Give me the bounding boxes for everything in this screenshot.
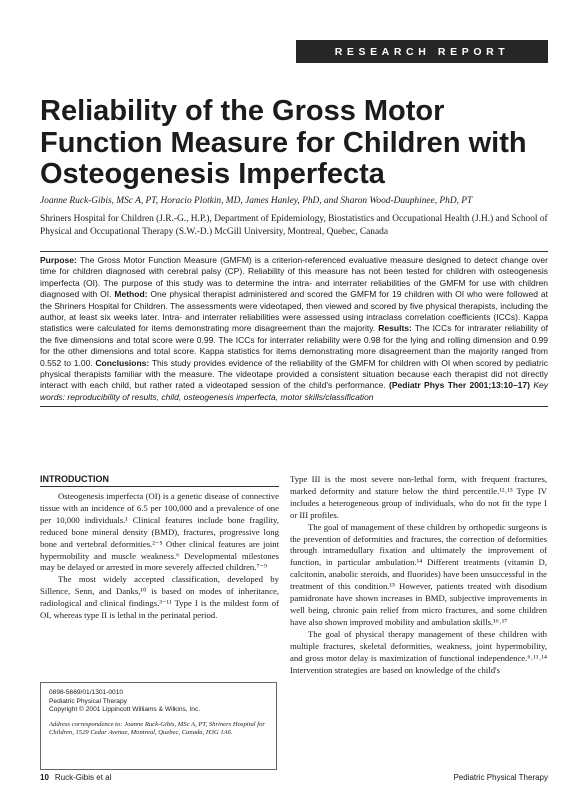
body-paragraph: The goal of management of these children by orthopedic surgeons is the prevention of deformities and fractures, the correction of deformities through intramedullary fixation and ultimately the improvement of function, in particular ambulation.¹⁴ Different treatments (vitamin D, calcitonin, anabolic steroids, and fluorides) have been unsuccessful in the treatment of this condition.¹⁵ However, patients treated with disodium pamidronate have shown increases in BMD, subjective improvements in well being, chronic pain relief from micro fractures, and some children have also shown improved mobility and ambulation skills.¹⁶˒¹⁷ <box>290 521 547 627</box>
right-column <box>290 474 547 676</box>
correspondence-text: Joanne Ruck-Gibis, MSc A, PT, Shriners Hospital for Children, 1529 Cedar Avenue, Montreal, Quebec, Canada, H3G 1A6. <box>49 720 265 737</box>
author-list: Joanne Ruck-Gibis, MSc A, PT, Horacio Plotkin, MD, James Hanley, PhD, and Sharon Wood-Dauphinee, PhD, PT <box>40 196 473 206</box>
page-number: 10 <box>40 773 49 782</box>
copyright-notice: Copyright © 2001 Lippincott Williams & Wilkins, Inc. <box>49 706 201 714</box>
body-paragraph: Osteogenesis imperfecta (OI) is a genetic disease of connective tissue with an incidence of 6.5 per 100,000 and a prevalence of one per 10,000 individuals.¹ Clinical features include bone fragility, reduced bone mineral density (BMD), fractures, progressive long bone and vertebral deformities.²⁻⁵ Other clinical features are joint hypermobility and muscle weakness.⁶ Developmental milestones may be delayed or arrested in more severely affected children.⁷⁻⁹ <box>40 491 279 573</box>
page-footer <box>40 773 548 783</box>
introduction-heading: INTRODUCTION <box>40 474 279 487</box>
abstract-conclusions: This study provides evidence of the reliability of the GMFM for children with OI when scored by pediatric physical therapists familiar with the measure. The videotape provided a consistent situation because each therapist did not directly interact with each child, but rather rated a videotaped session of the child's performance. <box>40 357 548 391</box>
affiliations: Shriners Hospital for Children (J.R.-G., H.P.), Department of Epidemiology, Biostatistics and Occupational Health (J.H.) and School of Physical and Occupational Therapy (S.W.-D.) McGill University, Montreal, Quebec, Canada <box>40 214 548 237</box>
correspondence-label: Address correspondence to: <box>49 720 123 728</box>
article-title: Reliability of the Gross Motor Function Measure for Children with Osteogenesis Imperfecta <box>40 95 527 190</box>
abstract-results: The ICCs for intrarater reliability of the five dimensions and total score were 0.99. The ICCs for interrater reliability were 0.98 for the lying and rolling dimension and 0.99 for the other dimensions and total score. Kappa statistics for items demonstrating more disagreement than the majority ranged from 0.552 to 1.00. <box>40 323 548 368</box>
body-paragraph: Type III is the most severe non-lethal form, with frequent fractures, marked deformity and stature below the third percentile.¹²˒¹³ Type IV includes a heterogeneous group of individuals, who do not fit the type I or III profiles. <box>290 474 547 520</box>
body-paragraph: The goal of physical therapy management of these children with multiple fractures, skeletal deformities, weakness, joint hypermobility, and gross motor delay is maximization of functional independence.⁶˒¹¹˒¹⁴ Intervention strategies are based on knowledge of the child's <box>290 628 547 675</box>
abstract-results-label: Results: <box>378 323 412 334</box>
left-column <box>40 474 279 622</box>
abstract <box>40 251 548 407</box>
correspondence-address <box>49 721 268 738</box>
abstract-method: One physical therapist administered and scored the GMFM for 19 children with OI who were followed at the Shriners Hospital for Children. The assessments were videotaped, then viewed and scored by five physical therapists, including the author, at least six weeks later. Intra- and interrater reliabilities were assessed using intraclass correlation coefficients (ICCs). Kappa statistics were calculated for items demonstrating more disagreement than the majority. <box>40 289 548 334</box>
abstract-citation: (Pediatr Phys Ther 2001;13:10–17) <box>389 380 530 391</box>
section-banner: RESEARCH REPORT <box>296 40 548 63</box>
abstract-keywords: Key words: reproducibility of results, child, osteogenesis imperfecta, motor skills/classification <box>40 380 548 402</box>
running-author: Ruck-Gibis et al <box>54 773 112 782</box>
body-paragraph: The most widely accepted classification, developed by Sillence, Senn, and Danks,¹⁰ is based on modes of inheritance, radiological and clinical findings.³⁻¹¹ Type I is the mildest form of OI, whereas type II is lethal in the perinatal period. <box>40 574 279 621</box>
abstract-purpose-label: Purpose: <box>40 255 77 265</box>
issn: 0898-5669/01/1301-0010 <box>49 689 124 696</box>
publication-info-box <box>40 682 277 770</box>
journal-name: Pediatric Physical Therapy <box>49 697 127 705</box>
abstract-method-label: Method: <box>114 289 148 300</box>
footer-journal: Pediatric Physical Therapy <box>453 773 548 782</box>
abstract-conclusions-label: Conclusions: <box>95 357 150 368</box>
abstract-purpose: The Gross Motor Function Measure (GMFM) is a criterion-referenced evaluative measure designed to detect change over time for children diagnosed with cerebral palsy (CP). Reliability of this measure has not been tested for children with osteogenesis imperfecta (OI). The purpose of this study was to determine the intra- and interrater reliabilities of the GMFM for use with children diagnosed with OI. <box>40 255 548 300</box>
